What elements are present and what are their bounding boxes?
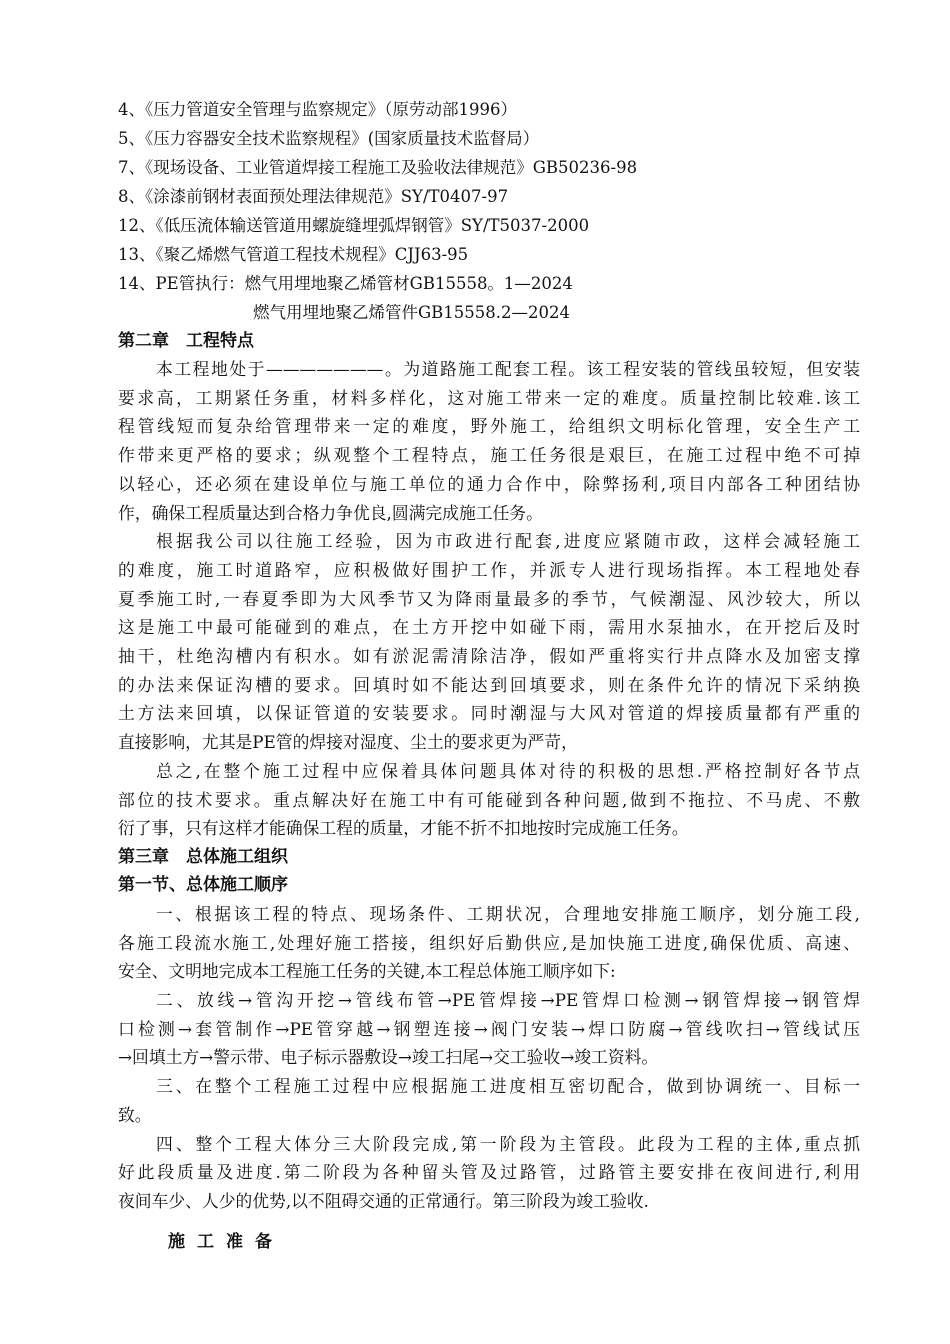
chapter-2-paragraph-3: [118, 757, 860, 843]
paragraph-line: 以轻心，还必须在建设单位与施工单位的通力合作中，除弊扬利,项目内部各工种团结协: [118, 473, 860, 494]
paragraph-line: 总之,在整个施工过程中应保着具体问题具体对待的积极的思想.严格控制好各节点: [156, 760, 860, 781]
paragraph-line: 四、整个工程大体分三大阶段完成,第一阶段为主管段。此段为工程的主体,重点抓: [156, 1133, 860, 1154]
paragraph-line: 夜间车少、人少的优势,以不阻碍交通的正常通行。第三阶段为竣工验收.: [118, 1190, 649, 1211]
paragraph-line: 土方法来回填，以保证管道的安装要求。同时潮湿与大风对管道的焊接质量都有严重的: [118, 703, 860, 724]
construction-preparation-title: 施工准备: [168, 1231, 284, 1252]
chapter-2-paragraph-1: [118, 355, 860, 527]
section-1-title: 第一节、总体施工顺序: [118, 874, 288, 895]
chapter-3-paragraph-4: [118, 1130, 860, 1216]
chapter-3-paragraph-3: [118, 1072, 860, 1129]
chapter-3-paragraph-2: [118, 986, 860, 1072]
paragraph-line: 致。: [118, 1104, 152, 1125]
chapter-3-paragraph-1: [118, 900, 860, 986]
paragraph-line: 衍了事，只有这样才能确保工程的质量，才能不折不扣地按时完成施工任务。: [118, 818, 689, 839]
paragraph-line: 好此段质量及进度.第二阶段为各种留头管及过路管，过路管主要安排在夜间进行,利用: [118, 1162, 860, 1183]
paragraph-line: 夏季施工时,一春夏季即为大风季节又为降雨量最多的季节，气候潮湿、风沙较大，所以: [118, 588, 860, 609]
paragraph-line: 一、根据该工程的特点、现场条件、工期状况，合理地安排施工顺序，划分施工段,: [156, 903, 860, 924]
paragraph-line: 作带来更严格的要求；纵观整个工程特点，施工任务很是艰巨，在施工过程中绝不可掉: [118, 445, 860, 466]
paragraph-line: 口检测→套管制作→PE管穿越→钢塑连接→阀门安装→焊口防腐→管线吹扫→管线试压: [118, 1018, 860, 1039]
reference-item: 13、《聚乙烯燃气管道工程技术规程》CJJ63-95: [118, 245, 469, 264]
reference-item: 8、《涂漆前钢材表面预处理法律规范》SY/T0407-97: [118, 187, 509, 206]
paragraph-line: 各施工段流水施工,处理好施工搭接，组织好后勤供应,是加快施工进度,确保优质、高速、: [118, 932, 860, 953]
paragraph-line: 二、放线→管沟开挖→管线布管→PE管焊接→PE管焊口检测→钢管焊接→钢管焊: [156, 990, 860, 1011]
reference-item: 5、《压力容器安全技术监察规程》(国家质量技术监督局）: [118, 129, 540, 148]
chapter-2-title: 第二章 工程特点: [118, 331, 254, 351]
paragraph-line: 作，确保工程质量达到合格力争优良,圆满完成施工任务。: [118, 502, 543, 523]
paragraph-line: 程管线短而复杂给管理带来一定的难度，野外施工，给组织文明标化管理，安全生产工: [118, 416, 860, 437]
paragraph-line: 三、在整个工程施工过程中应根据施工进度相互密切配合，做到协调统一、目标一: [156, 1076, 860, 1097]
paragraph-line: 抽干，杜绝沟槽内有积水。如有淤泥需清除洁净，假如严重将实行井点降水及加密支撑: [118, 646, 860, 667]
paragraph-line: →回填土方→警示带、电子标示器敷设→竣工扫尾→交工验收→竣工资料。: [118, 1047, 659, 1068]
reference-continuation: 燃气用埋地聚乙烯管件GB15558.2—2024: [253, 303, 571, 322]
paragraph-line: 的难度，施工时道路窄，应积极做好围护工作，并派专人进行现场指挥。本工程地处春: [118, 559, 860, 580]
paragraph-line: 的办法来保证沟槽的要求。回填时如不能达到回填要求，则在条件允许的情况下采纳换: [118, 674, 860, 695]
paragraph-line: 根据我公司以往施工经验，因为市政进行配套,进度应紧随市政，这样会减轻施工: [156, 531, 860, 552]
paragraph-line: 这是施工中最可能碰到的难点，在土方开挖中如碰下雨，需用水泵抽水，在开挖后及时: [118, 617, 860, 638]
chapter-3-title: 第三章 总体施工组织: [118, 846, 288, 867]
reference-item: 14、PE管执行：燃气用埋地聚乙烯管材GB15558。1—2024: [118, 274, 573, 293]
paragraph-line: 安全、文明地完成本工程施工任务的关键,本工程总体施工顺序如下:: [118, 961, 616, 982]
reference-item: 12、《低压流体输送管道用螺旋缝埋弧焊钢管》SY/T5037-2000: [118, 216, 590, 235]
reference-item: 4、《压力管道安全管理与监察规定》（原劳动部1996）: [118, 100, 517, 119]
paragraph-line: 要求高，工期紧任务重，材料多样化，这对施工带来一定的难度。质量控制比较难.该工: [118, 387, 860, 408]
document-content: [118, 95, 860, 1256]
reference-item: 7、《现场设备、工业管道焊接工程施工及验收法律规范》GB50236-98: [118, 158, 638, 177]
paragraph-line: 本工程地处于———————。为道路施工配套工程。该工程安装的管线虽较短，但安装: [156, 359, 860, 379]
paragraph-line: 部位的技术要求。重点解决好在施工中有可能碰到各种问题,做到不拖拉、不马虎、不敷: [118, 789, 860, 810]
chapter-2-paragraph-2: [118, 527, 860, 757]
paragraph-line: 直接影响，尤其是PE管的焊接对湿度、尘土的要求更为严苛，: [118, 732, 578, 753]
